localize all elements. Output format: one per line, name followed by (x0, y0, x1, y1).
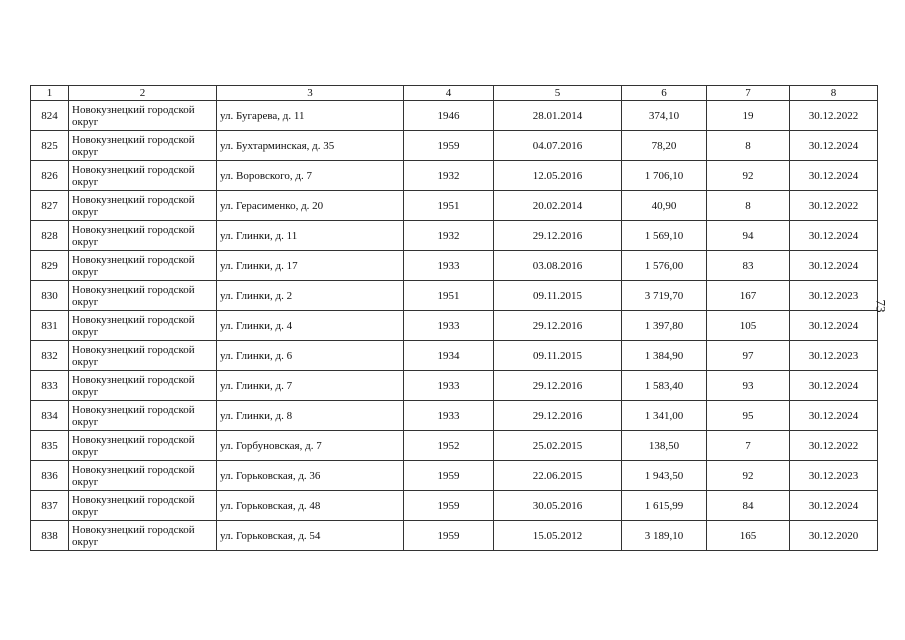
count-cell: 167 (707, 281, 790, 311)
district-cell: Новокузнецкий городской округ (69, 461, 217, 491)
district-cell: Новокузнецкий городской округ (69, 311, 217, 341)
deadline-cell: 30.12.2024 (790, 491, 878, 521)
area-cell: 1 615,99 (622, 491, 707, 521)
address-cell: ул. Бугарева, д. 11 (217, 101, 404, 131)
address-cell: ул. Герасименко, д. 20 (217, 191, 404, 221)
date-cell: 29.12.2016 (494, 371, 622, 401)
table-body (31, 101, 878, 551)
deadline-cell: 30.12.2023 (790, 461, 878, 491)
count-cell: 7 (707, 431, 790, 461)
deadline-cell: 30.12.2023 (790, 341, 878, 371)
district-cell: Новокузнецкий городской округ (69, 131, 217, 161)
table-row (31, 431, 878, 461)
row-number-cell: 836 (31, 461, 69, 491)
year-cell: 1959 (404, 491, 494, 521)
table-row (31, 281, 878, 311)
table-row (31, 311, 878, 341)
date-cell: 22.06.2015 (494, 461, 622, 491)
district-cell: Новокузнецкий городской округ (69, 521, 217, 551)
date-cell: 20.02.2014 (494, 191, 622, 221)
table-row (31, 521, 878, 551)
address-cell: ул. Горбуновская, д. 7 (217, 431, 404, 461)
date-cell: 09.11.2015 (494, 341, 622, 371)
deadline-cell: 30.12.2022 (790, 431, 878, 461)
deadline-cell: 30.12.2024 (790, 251, 878, 281)
row-number-cell: 828 (31, 221, 69, 251)
table-header (31, 86, 878, 101)
column-header: 6 (622, 86, 707, 101)
deadline-cell: 30.12.2024 (790, 131, 878, 161)
year-cell: 1946 (404, 101, 494, 131)
area-cell: 78,20 (622, 131, 707, 161)
table-row (31, 221, 878, 251)
district-cell: Новокузнецкий городской округ (69, 491, 217, 521)
area-cell: 3 189,10 (622, 521, 707, 551)
count-cell: 97 (707, 341, 790, 371)
district-cell: Новокузнецкий городской округ (69, 401, 217, 431)
date-cell: 15.05.2012 (494, 521, 622, 551)
area-cell: 138,50 (622, 431, 707, 461)
date-cell: 04.07.2016 (494, 131, 622, 161)
date-cell: 12.05.2016 (494, 161, 622, 191)
deadline-cell: 30.12.2024 (790, 161, 878, 191)
address-cell: ул. Бухтарминская, д. 35 (217, 131, 404, 161)
deadline-cell: 30.12.2024 (790, 311, 878, 341)
table-row (31, 131, 878, 161)
address-cell: ул. Глинки, д. 4 (217, 311, 404, 341)
count-cell: 95 (707, 401, 790, 431)
column-header: 4 (404, 86, 494, 101)
deadline-cell: 30.12.2024 (790, 371, 878, 401)
row-number-cell: 833 (31, 371, 69, 401)
deadline-cell: 30.12.2022 (790, 101, 878, 131)
count-cell: 8 (707, 191, 790, 221)
area-cell: 1 706,10 (622, 161, 707, 191)
area-cell: 1 397,80 (622, 311, 707, 341)
address-cell: ул. Горьковская, д. 48 (217, 491, 404, 521)
column-header: 1 (31, 86, 69, 101)
count-cell: 83 (707, 251, 790, 281)
register-table (30, 85, 878, 551)
row-number-cell: 826 (31, 161, 69, 191)
area-cell: 1 384,90 (622, 341, 707, 371)
deadline-cell: 30.12.2024 (790, 401, 878, 431)
table-row (31, 491, 878, 521)
row-number-cell: 827 (31, 191, 69, 221)
count-cell: 92 (707, 461, 790, 491)
date-cell: 09.11.2015 (494, 281, 622, 311)
year-cell: 1952 (404, 431, 494, 461)
date-cell: 29.12.2016 (494, 221, 622, 251)
row-number-cell: 829 (31, 251, 69, 281)
count-cell: 165 (707, 521, 790, 551)
row-number-cell: 831 (31, 311, 69, 341)
year-cell: 1932 (404, 161, 494, 191)
date-cell: 28.01.2014 (494, 101, 622, 131)
row-number-cell: 832 (31, 341, 69, 371)
address-cell: ул. Глинки, д. 8 (217, 401, 404, 431)
deadline-cell: 30.12.2020 (790, 521, 878, 551)
row-number-cell: 825 (31, 131, 69, 161)
deadline-cell: 30.12.2024 (790, 221, 878, 251)
address-cell: ул. Воровского, д. 7 (217, 161, 404, 191)
date-cell: 29.12.2016 (494, 311, 622, 341)
area-cell: 1 583,40 (622, 371, 707, 401)
area-cell: 1 569,10 (622, 221, 707, 251)
area-cell: 1 341,00 (622, 401, 707, 431)
address-cell: ул. Горьковская, д. 54 (217, 521, 404, 551)
deadline-cell: 30.12.2022 (790, 191, 878, 221)
header-row (31, 86, 878, 101)
district-cell: Новокузнецкий городской округ (69, 191, 217, 221)
page-number: 73 (873, 299, 889, 313)
table-row (31, 371, 878, 401)
column-header: 7 (707, 86, 790, 101)
row-number-cell: 838 (31, 521, 69, 551)
count-cell: 94 (707, 221, 790, 251)
year-cell: 1959 (404, 131, 494, 161)
district-cell: Новокузнецкий городской округ (69, 251, 217, 281)
area-cell: 40,90 (622, 191, 707, 221)
address-cell: ул. Глинки, д. 6 (217, 341, 404, 371)
date-cell: 25.02.2015 (494, 431, 622, 461)
district-cell: Новокузнецкий городской округ (69, 281, 217, 311)
table-row (31, 341, 878, 371)
area-cell: 1 576,00 (622, 251, 707, 281)
column-header: 3 (217, 86, 404, 101)
address-cell: ул. Глинки, д. 2 (217, 281, 404, 311)
date-cell: 03.08.2016 (494, 251, 622, 281)
year-cell: 1933 (404, 371, 494, 401)
year-cell: 1933 (404, 401, 494, 431)
district-cell: Новокузнецкий городской округ (69, 161, 217, 191)
count-cell: 105 (707, 311, 790, 341)
year-cell: 1959 (404, 521, 494, 551)
area-cell: 1 943,50 (622, 461, 707, 491)
district-cell: Новокузнецкий городской округ (69, 431, 217, 461)
district-cell: Новокузнецкий городской округ (69, 371, 217, 401)
year-cell: 1951 (404, 281, 494, 311)
year-cell: 1933 (404, 311, 494, 341)
address-cell: ул. Горьковская, д. 36 (217, 461, 404, 491)
table-row (31, 101, 878, 131)
date-cell: 30.05.2016 (494, 491, 622, 521)
address-cell: ул. Глинки, д. 17 (217, 251, 404, 281)
column-header: 2 (69, 86, 217, 101)
column-header: 8 (790, 86, 878, 101)
row-number-cell: 834 (31, 401, 69, 431)
row-number-cell: 830 (31, 281, 69, 311)
column-header: 5 (494, 86, 622, 101)
count-cell: 84 (707, 491, 790, 521)
year-cell: 1934 (404, 341, 494, 371)
area-cell: 374,10 (622, 101, 707, 131)
count-cell: 93 (707, 371, 790, 401)
row-number-cell: 837 (31, 491, 69, 521)
table-row (31, 251, 878, 281)
address-cell: ул. Глинки, д. 11 (217, 221, 404, 251)
table-row (31, 161, 878, 191)
count-cell: 19 (707, 101, 790, 131)
year-cell: 1932 (404, 221, 494, 251)
year-cell: 1951 (404, 191, 494, 221)
row-number-cell: 835 (31, 431, 69, 461)
year-cell: 1959 (404, 461, 494, 491)
table-row (31, 401, 878, 431)
row-number-cell: 824 (31, 101, 69, 131)
deadline-cell: 30.12.2023 (790, 281, 878, 311)
year-cell: 1933 (404, 251, 494, 281)
district-cell: Новокузнецкий городской округ (69, 101, 217, 131)
area-cell: 3 719,70 (622, 281, 707, 311)
date-cell: 29.12.2016 (494, 401, 622, 431)
table-row (31, 461, 878, 491)
count-cell: 92 (707, 161, 790, 191)
district-cell: Новокузнецкий городской округ (69, 221, 217, 251)
count-cell: 8 (707, 131, 790, 161)
table-row (31, 191, 878, 221)
address-cell: ул. Глинки, д. 7 (217, 371, 404, 401)
district-cell: Новокузнецкий городской округ (69, 341, 217, 371)
